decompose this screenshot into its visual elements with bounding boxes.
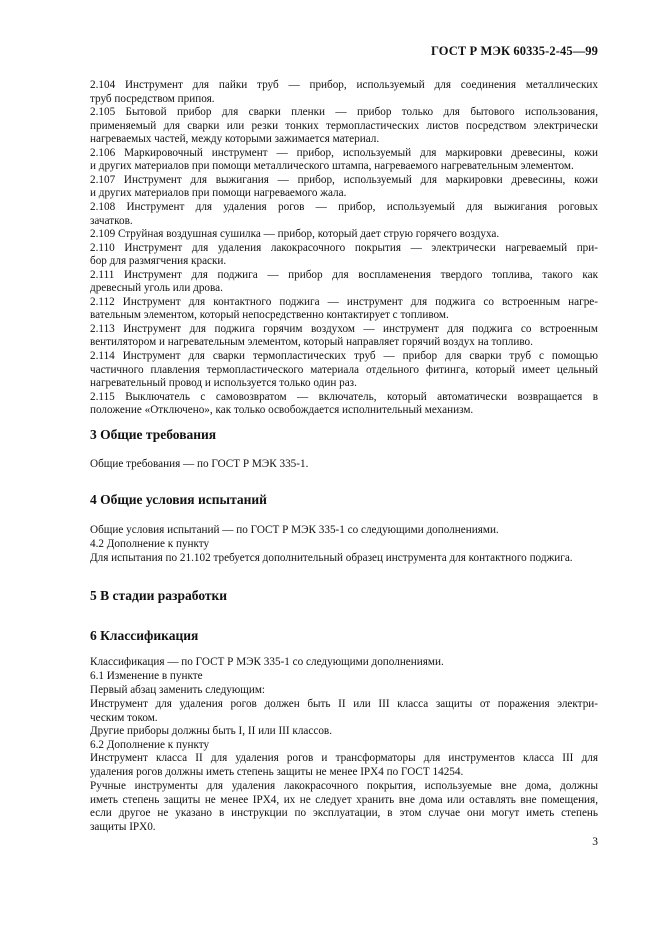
paragraph-first-line: Первый абзац заменить следующим: bbox=[90, 684, 266, 696]
paragraph-continuation-line: ческим током. bbox=[90, 711, 158, 724]
definition-continuation-line: и других материалов при помощи нагреваемого жала. bbox=[90, 187, 347, 200]
paragraph-first-line: Общие требования — по ГОСТ Р МЭК 335-1. bbox=[90, 458, 309, 470]
definition-continuation-line: нагревательный провод и используется только один раз. bbox=[90, 377, 357, 390]
definition-first-line: 2.104 Инструмент для пайки труб — прибор, используемый для соединения металлических bbox=[90, 79, 598, 91]
paragraph-continuation-line: если другое не указано в инструкции по эксплуатации, в этом случае они могут иметь степень bbox=[90, 807, 598, 820]
paragraph-first-line: Другие приборы должны быть I, II или III классов. bbox=[90, 725, 333, 737]
definition-continuation-line: древесный уголь или дрова. bbox=[90, 282, 223, 295]
definition-continuation-line: вентилятором и нагревательным элементом, который направляет горячий воздух на топливо. bbox=[90, 336, 533, 349]
definition-first-line: 2.110 Инструмент для удаления лакокрасочного покрытия — электрически нагреваемый при- bbox=[90, 241, 598, 254]
paragraph-first-line: 4.2 Дополнение к пункту bbox=[90, 538, 210, 550]
definition-continuation-line: применяемый для сварки или резки тонких термопластических листов посредством электрически bbox=[90, 119, 598, 132]
definition-first-line: 2.111 Инструмент для поджига — прибор для воспламенения твердого топлива, такого как bbox=[90, 268, 598, 281]
definition-first-line: 2.109 Струйная воздушная сушилка — прибор, который дает струю горячего воздуха. bbox=[90, 228, 500, 241]
definition-continuation-line: бор для размягчения краски. bbox=[90, 255, 227, 268]
section-title: 6 Классификация bbox=[90, 628, 199, 643]
paragraph-first-line: Инструмент класса II для удаления рогов и трансформаторы для инструментов класса III для bbox=[90, 752, 598, 764]
definition-first-line: 2.114 Инструмент для сварки термопластических труб — прибор для сварки труб с помощью bbox=[90, 350, 598, 362]
definition-first-line: 2.113 Инструмент для поджига горячим воздухом — инструмент для поджига со встроенным bbox=[90, 322, 598, 335]
section-title: 5 В стадии разработки bbox=[90, 588, 228, 603]
paragraph-first-line: Общие условия испытаний — по ГОСТ Р МЭК 335-1 со следующими дополнениями. bbox=[90, 524, 499, 536]
paragraph-first-line: Ручные инструменты для удаления лакокрасочного покрытия, используемые вне дома, должны bbox=[90, 780, 598, 792]
definition-continuation-line: вательным элементом, который непосредственно контактирует с топливом. bbox=[90, 309, 449, 322]
paragraph-first-line: Классификация — по ГОСТ Р МЭК 335-1 со следующими дополнениями. bbox=[90, 656, 444, 668]
definition-continuation-line: труб посредством припоя. bbox=[90, 92, 215, 105]
document-header: ГОСТ Р МЭК 60335-2-45—99 bbox=[431, 44, 598, 58]
paragraph-continuation-line: удаления рогов должны иметь степень защиты не менее IPX4 по ГОСТ 14254. bbox=[90, 765, 464, 778]
page-number: 3 bbox=[592, 836, 598, 848]
paragraph-first-line: Для испытания по 21.102 требуется дополнительный образец инструмента для контактного поджига. bbox=[90, 552, 573, 564]
definition-continuation-line: частичного плавления термопластического материала отдельного фитинга, который имеет цельный bbox=[90, 363, 598, 376]
definition-first-line: 2.112 Инструмент для контактного поджига — инструмент для поджига со встроенным нагре- bbox=[90, 295, 598, 308]
definition-first-line: 2.105 Бытовой прибор для сварки пленки — прибор только для бытового использования, bbox=[90, 106, 598, 119]
paragraph-first-line: Инструмент для удаления рогов должен быть II или III класса защиты от поражения электри- bbox=[90, 698, 598, 710]
definition-continuation-line: нагреваемых частей, между которыми зажимается материал. bbox=[90, 133, 380, 146]
definition-first-line: 2.115 Выключатель с самовозвратом — включатель, который автоматически возвращается в bbox=[90, 390, 598, 403]
definition-continuation-line: зачатков. bbox=[90, 214, 133, 227]
definition-continuation-line: положение «Отключено», как только освобождается исполнительный механизм. bbox=[90, 404, 474, 417]
section-title: 4 Общие условия испытаний bbox=[90, 492, 267, 507]
section-title: 3 Общие требования bbox=[90, 427, 217, 442]
definition-first-line: 2.108 Инструмент для удаления рогов — прибор, используемый для выжигания роговых bbox=[90, 200, 598, 213]
definition-first-line: 2.107 Инструмент для выжигания — прибор, используемый для маркировки древесины, кожи bbox=[90, 173, 598, 186]
definition-continuation-line: и других материалов при помощи металлического штампа, нагреваемого нагревательным элементом. bbox=[90, 160, 574, 173]
paragraph-first-line: 6.2 Дополнение к пункту bbox=[90, 739, 210, 751]
paragraph-continuation-line: иметь степень защиты не менее IPX4, их не следует хранить вне дома или оставлять вне помещения, bbox=[90, 793, 598, 806]
paragraph-continuation-line: защиты IPX0. bbox=[90, 820, 156, 833]
paragraph-first-line: 6.1 Изменение в пункте bbox=[90, 670, 203, 682]
definition-first-line: 2.106 Маркировочный инструмент — прибор, используемый для маркировки древесины, кожи bbox=[90, 146, 598, 159]
